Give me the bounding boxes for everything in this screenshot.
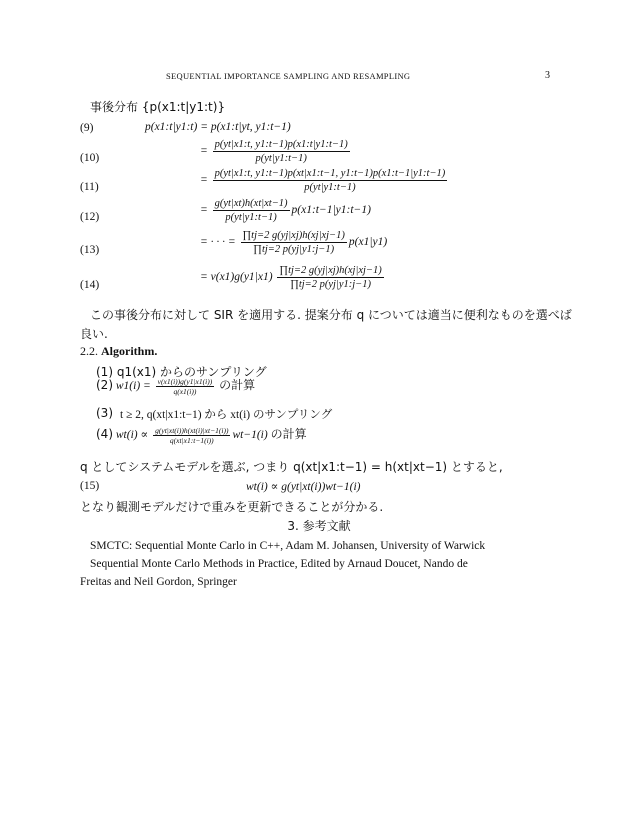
eq15: wt(i) ∝ g(yt|xt(i))wt−1(i) bbox=[246, 481, 361, 493]
section-heading: 3. 参考文献 bbox=[287, 519, 351, 533]
paragraph-3: となり観測モデルだけで重みを更新できることが分かる. bbox=[80, 500, 384, 514]
eq14-number: (14) bbox=[80, 279, 100, 291]
eq12: = $\frac{g(yt|xt)h(xt|xt-1)}{p(yt|y1:t-1)}$ p(x1:t−1|y1:t−1) bbox=[200, 198, 371, 223]
eq12-number: (12) bbox=[80, 211, 100, 223]
paragraph-1-line-2: 良い. bbox=[80, 327, 108, 341]
paragraph-2: q としてシステムモデルを選ぶ, つまり q(xt|x1:t−1) = h(xt|xt−1) とすると, bbox=[80, 460, 503, 474]
subsection-heading: 2.2. Algorithm. bbox=[80, 344, 158, 358]
eq10-number: (10) bbox=[80, 152, 100, 164]
reference-2-line-2: Freitas and Neil Gordon, Springer bbox=[80, 576, 237, 588]
step-3: (3) bbox=[96, 406, 113, 420]
step-1: (1) q1(x1) からのサンプリング bbox=[96, 365, 267, 379]
eq14: = ν(x1)g(y1|x1) $\frac{\prod tj=2 g(yj|xj)h(xj|xj-1)}{\prod tj=2 p(yj|y1:j-1)}$ bbox=[200, 265, 382, 290]
step-4: (4) wt(i) ∝ $\frac{g(yt|xt(i))h(xt(i)|xt-1(i))}{q(xt|x1:t-1(i))}$ wt−1(i) の計算 bbox=[96, 425, 307, 445]
eq10: = $\frac{p(yt|x1:t, y1:t-1)p(x1:t|y1:t-1)}{p(yt|y1:t-1)}$ bbox=[200, 139, 348, 164]
reference-2-line-1: Sequential Monte Carlo Methods in Practice, Edited by Arnaud Doucet, Nando de bbox=[90, 558, 468, 570]
paragraph-1-line-1: この事後分布に対して SIR を適用する. 提案分布 q については適当に便利なものを選べば bbox=[90, 308, 572, 322]
running-title: SEQUENTIAL IMPORTANCE SAMPLING AND RESAMPLING bbox=[166, 71, 411, 81]
eq11: = $\frac{p(yt|x1:t, y1:t-1)p(xt|x1:t-1, y1:t-1)p(x1:t-1|y1:t-1)}{p(yt|y1:t-1)}$ bbox=[200, 168, 446, 193]
step-2: (2) w1(i) = $\frac{\nu(x1(i))g(y1|x1(i))}{q(x1(i))}$ の計算 bbox=[96, 376, 256, 396]
eq15-number: (15) bbox=[80, 480, 100, 492]
eq9: p(x1:t|y1:t) = p(x1:t|yt, y1:t−1) bbox=[145, 121, 291, 133]
eq11-number: (11) bbox=[80, 181, 99, 193]
step-3-text: t ≥ 2, q(xt|x1:t−1) から xt(i) のサンプリング bbox=[120, 409, 333, 421]
eq13: = · · · = $\frac{\prod tj=2 g(yj|xj)h(xj|xj-1)}{\prod tj=2 p(yj|y1:j-1)}$ p(x1|y1) bbox=[200, 230, 388, 255]
intro-line: 事後分布 {p(x1:t|y1:t)} bbox=[90, 100, 226, 114]
eq9-number: (9) bbox=[80, 122, 94, 134]
reference-1: SMCTC: Sequential Monte Carlo in C++, Adam M. Johansen, University of Warwick bbox=[90, 540, 486, 552]
page-number: 3 bbox=[545, 70, 551, 81]
eq13-number: (13) bbox=[80, 244, 100, 256]
